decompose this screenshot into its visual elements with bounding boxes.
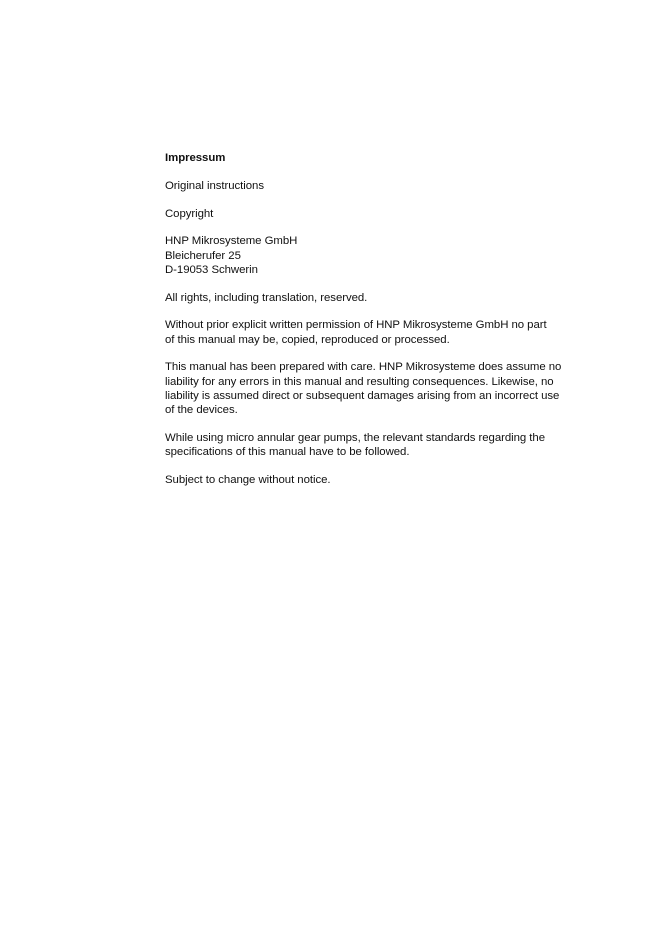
liability-line: liability is assumed direct or subsequent damages arising from an incorrect use: [165, 389, 560, 402]
permission-line: Without prior explicit written permission of HNP Mikrosysteme GmbH no part: [165, 319, 547, 332]
address-street: Bleicherufer 25: [165, 249, 241, 262]
liability-line: of the devices.: [165, 404, 238, 416]
liability-line: This manual has been prepared with care. HNP Mikrosysteme does assume no: [165, 361, 562, 374]
liability-line: liability for any errors in this manual and resulting consequences. Likewise, no: [165, 375, 554, 388]
impressum-section: [165, 151, 585, 501]
original-instructions-text: Original instructions: [165, 179, 264, 192]
permission-paragraph: [165, 318, 585, 346]
address-city: D-19053 Schwerin: [165, 263, 258, 276]
standards-line: specifications of this manual have to be followed.: [165, 446, 410, 458]
liability-paragraph: [165, 360, 585, 417]
address-company: HNP Mikrosysteme GmbH: [165, 235, 298, 248]
copyright-text: Copyright: [165, 207, 214, 220]
page-title: Impressum: [165, 152, 226, 164]
notice-text: Subject to change without notice.: [165, 473, 331, 486]
rights-text: All rights, including translation, reserved.: [165, 291, 368, 304]
company-address: [165, 234, 585, 277]
standards-line: While using micro annular gear pumps, the relevant standards regarding the: [165, 431, 545, 444]
standards-paragraph: [165, 431, 585, 459]
permission-line: of this manual may be, copied, reproduced or processed.: [165, 333, 450, 346]
